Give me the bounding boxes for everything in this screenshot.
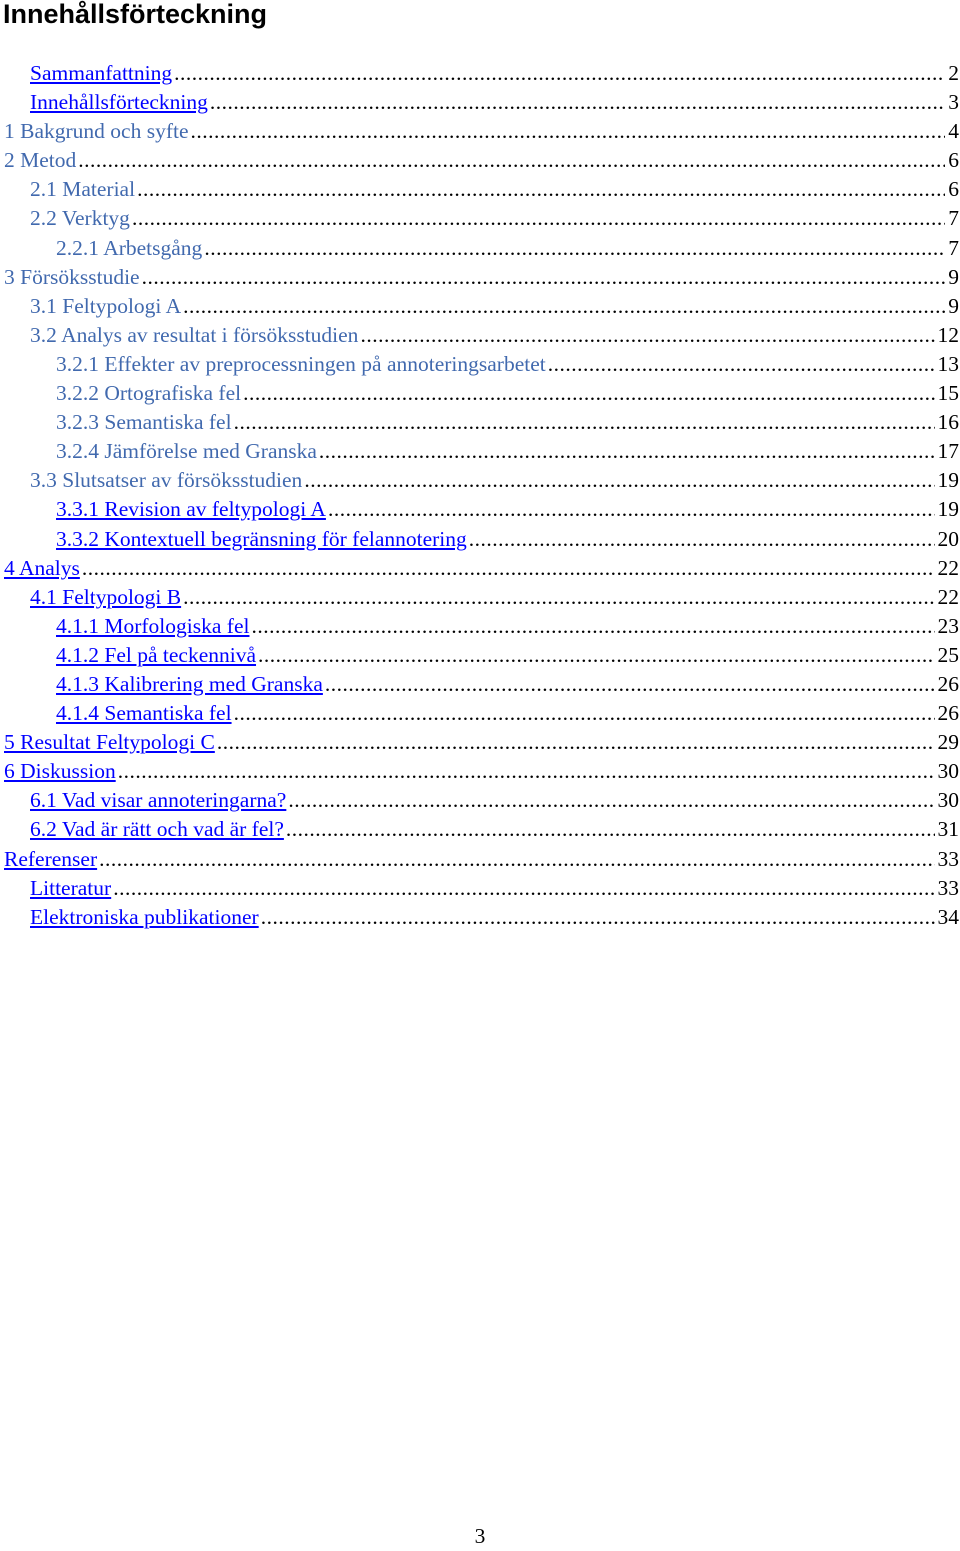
toc-entry-link[interactable]: 6.1 Vad visar annoteringarna? [30, 786, 286, 815]
toc-entry [0, 437, 960, 466]
toc-entry-link[interactable]: 3.1 Feltypologi A [30, 292, 181, 321]
toc-entry [0, 263, 960, 292]
toc-dot-leader [210, 88, 945, 117]
toc-entry [0, 466, 960, 495]
toc-dot-leader [183, 583, 934, 612]
toc-entry [0, 728, 960, 757]
toc-entry-link[interactable]: 5 Resultat Feltypologi C [4, 728, 215, 757]
toc-entry-link[interactable]: 3.3 Slutsatser av försöksstudien [30, 466, 302, 495]
toc-entry [0, 641, 960, 670]
toc-entry-link[interactable]: 4.1.3 Kalibrering med Granska [56, 670, 323, 699]
toc-entry-link[interactable]: Referenser [4, 845, 97, 874]
toc-dot-leader [113, 874, 934, 903]
toc-entry-link[interactable]: Elektroniska publikationer [30, 903, 259, 932]
toc-entry [0, 146, 960, 175]
toc-page-number: 34 [938, 903, 960, 932]
toc-dot-leader [137, 175, 945, 204]
toc-entry [0, 699, 960, 728]
toc-entry [0, 59, 960, 88]
toc-dot-leader [174, 59, 945, 88]
toc-page-number: 3 [948, 88, 960, 117]
toc-dot-leader [304, 466, 934, 495]
toc-dot-leader [191, 117, 946, 146]
toc-entry-link[interactable]: 4.1.1 Morfologiska fel [56, 612, 249, 641]
toc-entry-link[interactable]: 2.2.1 Arbetsgång [56, 234, 202, 263]
toc-dot-leader [251, 612, 934, 641]
toc-entry-link[interactable]: 3.2 Analys av resultat i försöksstudien [30, 321, 358, 350]
toc-page-number: 6 [948, 146, 960, 175]
toc-dot-leader [183, 292, 945, 321]
toc-page-number: 26 [938, 699, 960, 728]
toc-entry [0, 175, 960, 204]
toc-entry [0, 292, 960, 321]
toc-page-number: 22 [938, 583, 960, 612]
toc-page-number: 7 [948, 204, 960, 233]
toc-entry-link[interactable]: Sammanfattning [30, 59, 172, 88]
toc-entry-link[interactable]: 3.2.4 Jämförelse med Granska [56, 437, 317, 466]
toc-page-number: 15 [938, 379, 960, 408]
toc-page-number: 16 [938, 408, 960, 437]
toc-entry-link[interactable]: 3.3.1 Revision av feltypologi A [56, 495, 326, 524]
toc-dot-leader [234, 699, 935, 728]
toc-page-number: 22 [938, 554, 960, 583]
toc-dot-leader [288, 786, 934, 815]
toc-dot-leader [325, 670, 935, 699]
toc-entry [0, 815, 960, 844]
toc-entry [0, 670, 960, 699]
toc-entry [0, 525, 960, 554]
toc-page-number: 23 [938, 612, 960, 641]
toc-dot-leader [328, 495, 935, 524]
toc-page-number: 4 [948, 117, 960, 146]
toc-page-number: 30 [938, 786, 960, 815]
toc-entry-link[interactable]: 4.1.2 Fel på teckennivå [56, 641, 256, 670]
toc-page-number: 7 [948, 234, 960, 263]
toc-entry-link[interactable]: 3.3.2 Kontextuell begränsning för felannotering [56, 525, 467, 554]
toc-entry-link[interactable]: 6.2 Vad är rätt och vad är fel? [30, 815, 284, 844]
toc-page-number: 20 [938, 525, 960, 554]
toc-entry-link[interactable]: Litteratur [30, 874, 111, 903]
toc-page-number: 9 [948, 263, 960, 292]
toc-entry [0, 874, 960, 903]
toc-dot-leader [469, 525, 935, 554]
toc-entry-link[interactable]: 3.2.1 Effekter av preprocessningen på annoteringsarbetet [56, 350, 546, 379]
toc-entry-link[interactable]: 4.1 Feltypologi B [30, 583, 181, 612]
toc-page-number: 33 [938, 874, 960, 903]
toc-entry-link[interactable]: 2.2 Verktyg [30, 204, 130, 233]
toc-page-number: 25 [938, 641, 960, 670]
toc-dot-leader [132, 204, 945, 233]
table-of-contents [0, 59, 960, 932]
toc-entry [0, 583, 960, 612]
toc-entry [0, 612, 960, 641]
toc-dot-leader [99, 845, 934, 874]
toc-page-number: 30 [938, 757, 960, 786]
toc-entry [0, 495, 960, 524]
toc-dot-leader [217, 728, 935, 757]
toc-dot-leader [78, 146, 945, 175]
toc-entry [0, 786, 960, 815]
toc-dot-leader [286, 815, 935, 844]
toc-page-number: 12 [938, 321, 960, 350]
toc-entry [0, 554, 960, 583]
toc-entry [0, 379, 960, 408]
toc-page-number: 17 [938, 437, 960, 466]
toc-entry-link[interactable]: 6 Diskussion [4, 757, 116, 786]
toc-entry-link[interactable]: 4.1.4 Semantiska fel [56, 699, 232, 728]
toc-entry-link[interactable]: Innehållsförteckning [30, 88, 208, 117]
toc-page-number: 9 [948, 292, 960, 321]
toc-dot-leader [258, 641, 934, 670]
toc-page-number: 26 [938, 670, 960, 699]
toc-dot-leader [319, 437, 935, 466]
toc-entry-link[interactable]: 3.2.3 Semantiska fel [56, 408, 232, 437]
toc-entry [0, 408, 960, 437]
toc-dot-leader [261, 903, 935, 932]
toc-entry-link[interactable]: 4 Analys [4, 554, 80, 583]
toc-page-number: 6 [948, 175, 960, 204]
toc-entry [0, 88, 960, 117]
toc-page-number: 2 [948, 59, 960, 88]
toc-dot-leader [360, 321, 934, 350]
toc-entry [0, 350, 960, 379]
toc-entry-link[interactable]: 3 Försöksstudie [4, 263, 140, 292]
toc-entry-link[interactable]: 2 Metod [4, 146, 76, 175]
toc-entry-link[interactable]: 3.2.2 Ortografiska fel [56, 379, 241, 408]
toc-page-number: 31 [938, 815, 960, 844]
toc-page-number: 19 [938, 495, 960, 524]
toc-entry [0, 204, 960, 233]
toc-entry [0, 234, 960, 263]
toc-dot-leader [118, 757, 935, 786]
toc-page-number: 33 [938, 845, 960, 874]
page-title: Innehållsförteckning [3, 0, 267, 32]
toc-page-number: 19 [938, 466, 960, 495]
toc-dot-leader [234, 408, 935, 437]
toc-dot-leader [243, 379, 934, 408]
toc-page-number: 13 [938, 350, 960, 379]
toc-entry-link[interactable]: 1 Bakgrund och syfte [4, 117, 189, 146]
toc-entry [0, 903, 960, 932]
toc-dot-leader [142, 263, 946, 292]
toc-page-number: 29 [938, 728, 960, 757]
toc-entry [0, 845, 960, 874]
toc-entry [0, 117, 960, 146]
toc-dot-leader [204, 234, 945, 263]
toc-dot-leader [548, 350, 935, 379]
toc-dot-leader [82, 554, 935, 583]
toc-entry [0, 757, 960, 786]
toc-entry [0, 321, 960, 350]
page-number: 3 [0, 1522, 960, 1551]
toc-entry-link[interactable]: 2.1 Material [30, 175, 135, 204]
